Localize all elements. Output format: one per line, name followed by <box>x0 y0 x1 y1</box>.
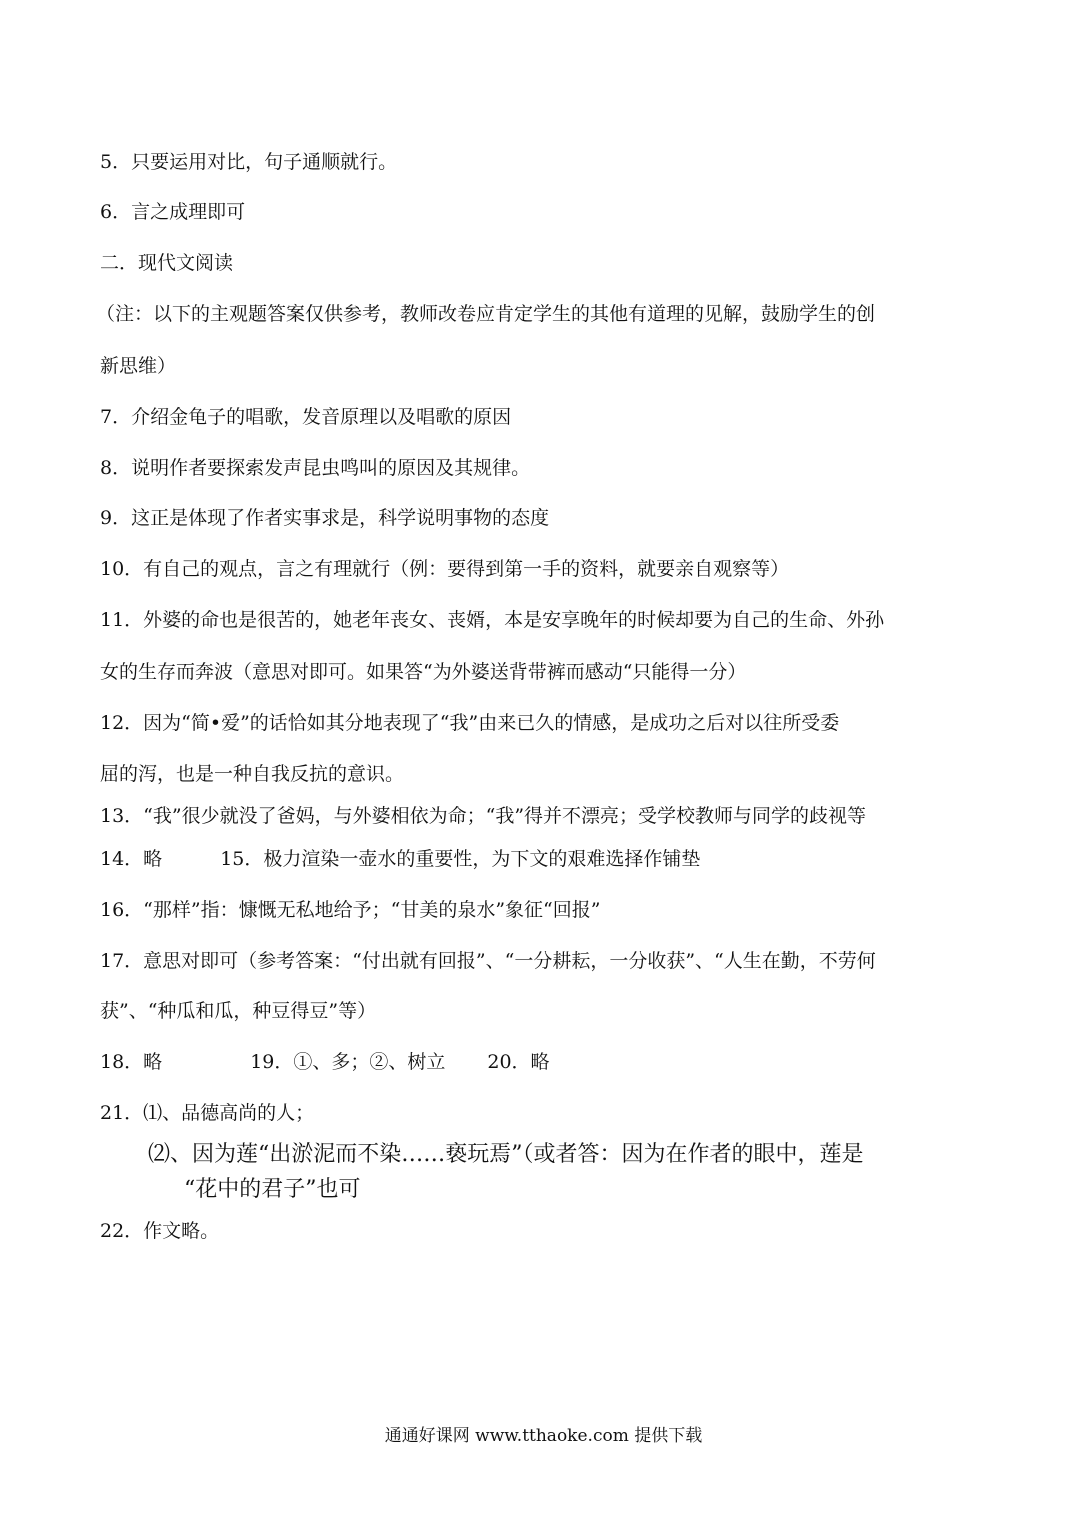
page-footer: 通通好课网 www.tthaoke.com 提供下载 <box>384 1426 703 1446</box>
answer-18: 18．略 <box>100 1051 163 1073</box>
answer-6: 6．言之成理即可 <box>100 201 246 223</box>
answer-17-line-1: 17．意思对即可（参考答案：“付出就有回报”、“一分耕耘，一分收获”、“人生在勤，不劳何 <box>100 950 876 972</box>
answer-21-line-2: ⑵、因为莲“出淤泥而不染……亵玩焉”（或者答：因为在作者的眼中，莲是 <box>148 1142 864 1167</box>
answer-13: 13．“我”很少就没了爸妈，与外婆相依为命；“我”得并不漂亮；受学校教师与同学的歧视等 <box>100 805 867 827</box>
answer-22: 22．作文略。 <box>100 1220 220 1242</box>
answer-5: 5．只要运用对比，句子通顺就行。 <box>100 151 398 173</box>
answer-10: 10．有自己的观点，言之有理就行（例：要得到第一手的资料，就要亲自观察等） <box>100 558 790 580</box>
answer-11-line-2: 女的生存而奔波（意思对即可。如果答“为外婆送背带裤而感动“只能得一分） <box>100 661 747 683</box>
answer-9: 9．这正是体现了作者实事求是，科学说明事物的态度 <box>100 507 550 529</box>
note-line-1: （注：以下的主观题答案仅供参考，教师改卷应肯定学生的其他有道理的见解，鼓励学生的创 <box>96 303 876 325</box>
answer-12-line-2: 屈的泻，也是一种自我反抗的意识。 <box>100 763 405 785</box>
note-line-2: 新思维） <box>100 355 177 377</box>
answer-19: 19．①、多；②、树立 <box>250 1051 446 1073</box>
answer-7: 7．介绍金龟子的唱歌，发音原理以及唱歌的原因 <box>100 406 512 428</box>
section-heading-modern-reading: 二．现代文阅读 <box>100 252 234 274</box>
answer-16: 16．“那样”指：慷慨无私地给予；“甘美的泉水”象征“回报” <box>100 899 601 921</box>
answer-11-line-1: 11．外婆的命也是很苦的，她老年丧女、丧婿，本是安享晚年的时候却要为自己的生命、外孙 <box>100 609 885 631</box>
answer-12-line-1: 12．因为“简•爱”的话恰如其分地表现了“我”由来已久的情感，是成功之后对以往所受委 <box>100 712 840 734</box>
answer-21-line-3: “花中的君子”也可 <box>184 1177 361 1202</box>
answer-17-line-2: 获”、“种瓜和瓜，种豆得豆”等） <box>100 1000 377 1022</box>
answer-21-line-1: 21．⑴、品德高尚的人； <box>100 1102 315 1124</box>
answer-8: 8．说明作者要探索发声昆虫鸣叫的原因及其规律。 <box>100 457 531 479</box>
answer-15: 15．极力渲染一壶水的重要性，为下文的艰难选择作铺垫 <box>220 848 701 870</box>
answer-18-20-row <box>100 1048 550 1076</box>
answer-14-15-row <box>100 845 700 873</box>
answer-20: 20．略 <box>487 1051 550 1073</box>
answer-14: 14．略 <box>100 848 163 870</box>
